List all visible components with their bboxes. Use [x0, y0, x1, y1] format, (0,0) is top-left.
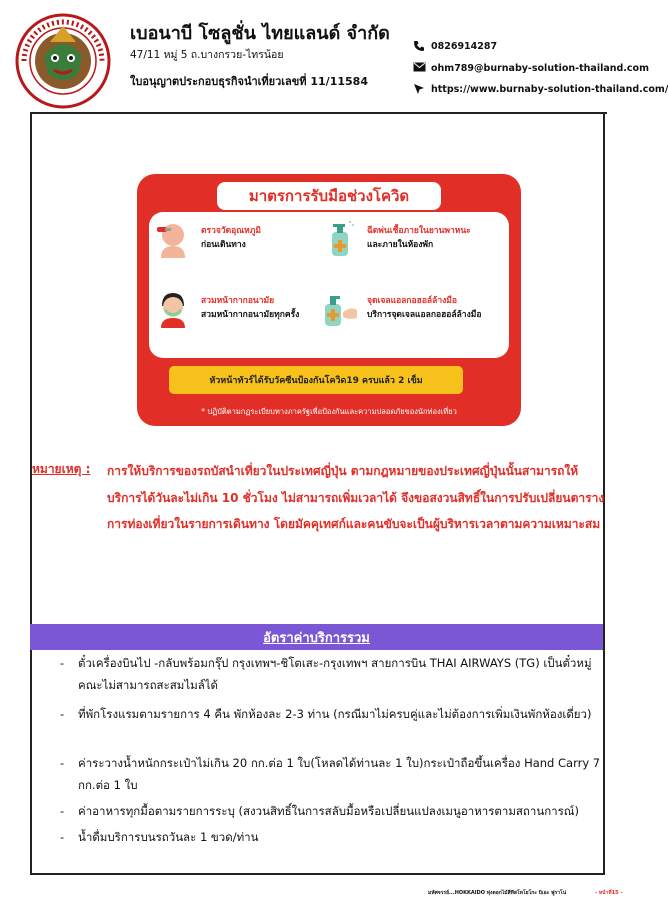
rates-title: อัตราค่าบริการรวม	[263, 630, 370, 646]
cursor-icon	[413, 83, 427, 95]
measure-disinfect-desc: และภายในห้องพัก	[367, 240, 434, 250]
covid-title: มาตรการรับมือช่วงโควิด	[248, 187, 410, 205]
covid-measures-panel	[149, 212, 509, 358]
covid-title-box	[215, 180, 443, 212]
covid-measures-card	[137, 174, 521, 426]
bullet-dash: -	[60, 804, 65, 818]
email-address: ohm789@burnaby-solution-thailand.com	[431, 62, 649, 74]
measure-temperature-desc: ก่อนเดินทาง	[201, 240, 246, 250]
measure-disinfect	[319, 218, 471, 258]
contact-website[interactable]	[413, 83, 668, 95]
measure-gel	[319, 288, 481, 328]
company-address: 47/11 หมู่ 5 ถ.บางกรวย-ไทรน้อย	[130, 49, 284, 61]
bullet-dash: -	[60, 756, 65, 770]
bullet-dash: -	[60, 656, 65, 670]
company-name: เบอนาบี โซลูชั่น ไทยแลนด์ จำกัด	[130, 23, 390, 44]
phone-number: 0826914287	[431, 40, 498, 52]
rate-item-text: ตั๋วเครื่องบินไป -กลับพร้อมกรุ๊ป กรุงเทพฯ-ชิโตเสะ-กรุงเทพฯ สายการบิน THAI AIRWAYS (TG) เป็นตั๋วหมู่คณะไม่สามารถสะสมไมล์ได้	[78, 656, 592, 692]
rate-item-text: น้ำดื่มบริการบนรถวันละ 1 ขวด/ท่าน	[78, 830, 259, 844]
rate-item-text: ค่าอาหารทุกมื้อตามรายการระบุ (สงวนสิทธิ์ในการสลับมื้อหรือเปลี่ยนแปลงเมนูอาหารตามสถานการณ์)	[78, 804, 579, 818]
bullet-dash: -	[60, 830, 65, 844]
contact-phone[interactable]	[413, 40, 497, 52]
website-url: https://www.burnaby-solution-thailand.com/	[431, 83, 668, 95]
license-number: ใบอนุญาตประกอบธุรกิจนำเที่ยวเลขที่ 11/11584	[130, 75, 368, 88]
covid-footnote: * ปฏิบัติตามกฏระเบียบทางภาครัฐเพื่อป้องกันและความปลอดภัยของนักท่องเที่ยว	[201, 407, 457, 416]
spray-bottle-icon	[319, 218, 359, 258]
phone-icon	[413, 40, 427, 52]
measure-mask-title: สวมหน้ากากอนามัย	[201, 296, 275, 306]
vaccine-banner: หัวหน้าทัวร์ได้รับวัคซีนป้องกันโควิด19 ครบแล้ว 2 เข็ม	[169, 366, 463, 394]
contact-email[interactable]	[413, 62, 649, 74]
rate-item-text: ที่พักโรงแรมตามรายการ 4 คืน พักห้องละ 2-3 ท่าน (กรณีมาไม่ครบคู่และไม่ต้องการเพิ่มเงินพักห้องเดี่ยว)	[78, 707, 592, 721]
measure-mask-desc: สวมหน้ากากอนามัยทุกครั้ง	[201, 310, 300, 320]
thermometer-icon	[153, 218, 193, 258]
note-text: การให้บริการของรถบัสนำเที่ยวในประเทศญี่ปุ่น ตามกฎหมายของประเทศญี่ปุ่นนั้นสามารถให้บริการได้วันละไม่เกิน 10 ชั่วโมง ไม่สามารถเพิ่มเวลาได้ จึงขอสงวนสิทธิ์ในการปรับเปลี่ยนตารางการท่องเที่ยวในรายการเดินทาง โดยมัคคุเทศก์และคนขับจะเป็นผู้บริหารเวลาตามความเหมาะสม	[107, 464, 605, 531]
note-label: หมายเหตุ :	[32, 462, 91, 476]
footer-page-number: - หน้าที่15 -	[595, 890, 623, 896]
face-mask-icon	[153, 288, 193, 328]
measure-gel-desc: บริการจุดเจลแอลกอฮอล์ล้างมือ	[367, 310, 482, 320]
measure-disinfect-title: ฉีดพ่นเชื้อภายในยานพาหนะ	[367, 226, 471, 236]
company-logo	[14, 12, 112, 110]
measure-temperature	[153, 218, 261, 258]
rates-header-bar	[30, 624, 603, 650]
hand-gel-icon	[319, 288, 359, 328]
envelope-icon	[413, 62, 427, 74]
measure-gel-title: จุดเจลแอลกอฮอล์ล้างมือ	[367, 296, 457, 306]
measure-mask	[153, 288, 299, 328]
bullet-dash: -	[60, 707, 65, 721]
footer-tour-name: มหัศจรรย์...HOKKAIDO ทุ่งดอกไม้สีทีสโทโยโกะ บิเอะ ฟูราโน่	[428, 890, 567, 896]
rate-item-text: ค่าระวางน้ำหนักกระเป๋าไม่เกิน 20 กก.ต่อ 1 ใบ(โหลดได้ท่านละ 1 ใบ)กระเป๋าถือขึ้นเครื่อง Hand Carry 7 กก.ต่อ 1 ใบ	[78, 756, 601, 792]
measure-temperature-title: ตรวจวัดอุณหภูมิ	[201, 226, 261, 236]
